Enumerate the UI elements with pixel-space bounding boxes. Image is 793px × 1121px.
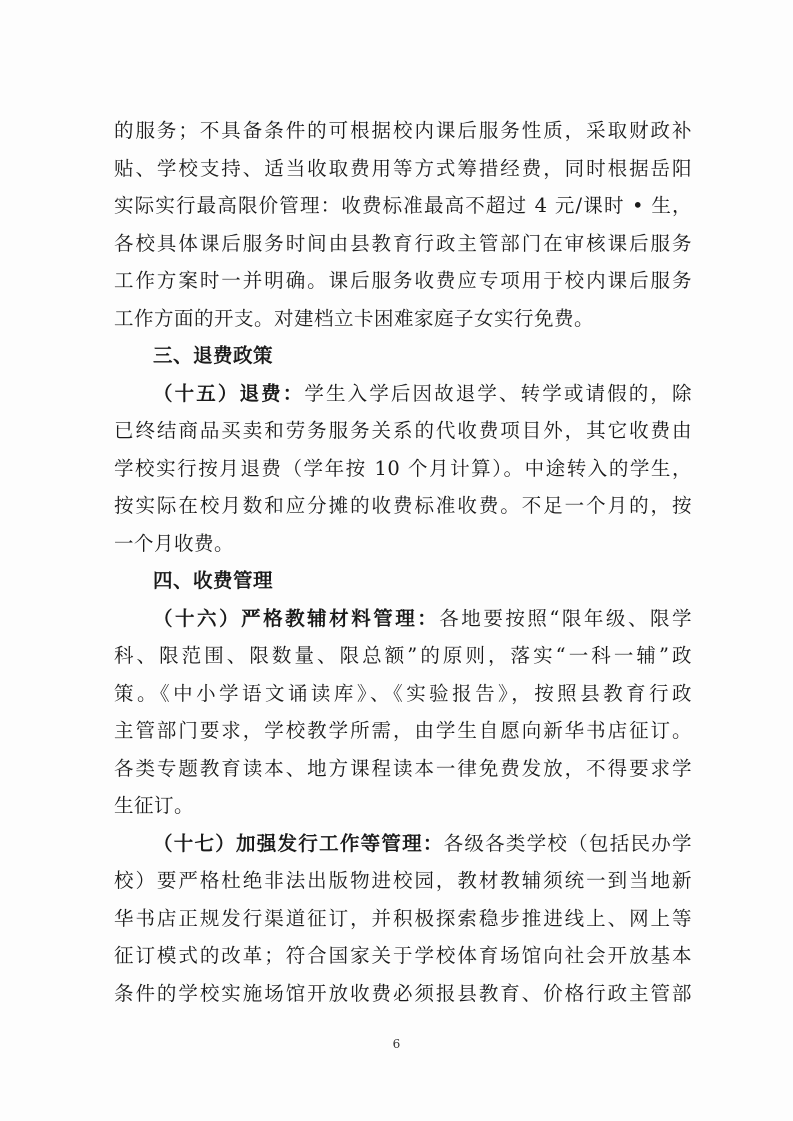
section-heading-fee-management: 四、收费管理 bbox=[153, 569, 274, 592]
paragraph-line: 的服务；不具备条件的可根据校内课后服务性质，采取财政补 bbox=[114, 119, 692, 142]
clause-text: 各级各类学校（包括民办学 bbox=[443, 831, 692, 855]
paragraph-line: 科、限范围、限数量、限总额”的原则，落实“一科一辅”政 bbox=[114, 644, 692, 667]
paragraph-line: 一个月收费。 bbox=[114, 531, 235, 555]
paragraph-line: 学校实行按月退费（学年按 10 个月计算）。中途转入的学生， bbox=[114, 456, 692, 480]
paragraph-line: 策。《中小学语文诵读库》、《实验报告》，按照县教育行政 bbox=[114, 681, 692, 705]
paragraph-line bbox=[114, 825, 692, 863]
paragraph-line: 生征订。 bbox=[114, 794, 195, 817]
paragraph-line bbox=[114, 375, 692, 413]
paragraph-line: 华书店正规发行渠道征订，并积极探索稳步推进线上、网上等 bbox=[114, 906, 692, 930]
section-heading-refund-policy: 三、退费政策 bbox=[153, 344, 274, 367]
paragraph-line: 校）要严格杜绝非法出版物进校园，教材教辅须统一到当地新 bbox=[114, 869, 692, 892]
paragraph-line: 工作方案时一并明确。课后服务收费应专项用于校内课后服务 bbox=[114, 269, 692, 292]
paragraph-line: 工作方面的开支。对建档立卡困难家庭子女实行免费。 bbox=[114, 306, 595, 330]
paragraph-line: 各校具体课后服务时间由县教育行政主管部门在审核课后服务 bbox=[114, 231, 692, 255]
paragraph-line: 各类专题教育读本、地方课程读本一律免费发放，不得要求学 bbox=[114, 756, 692, 780]
paragraph-line: 主管部门要求，学校教学所需，由学生自愿向新华书店征订。 bbox=[114, 719, 692, 742]
paragraph-line bbox=[114, 600, 692, 638]
clause-text: 学生入学后因故退学、转学或请假的，除 bbox=[304, 381, 692, 405]
document-body bbox=[114, 112, 692, 1012]
paragraph-line: 贴、学校支持、适当收取费用等方式筹措经费，同时根据岳阳 bbox=[114, 156, 692, 180]
page-number: 6 bbox=[392, 1037, 401, 1051]
paragraph-line: 按实际在校月数和应分摊的收费标准收费。不足一个月的，按 bbox=[114, 494, 692, 517]
clause-text: 各地要按照“限年级、限学 bbox=[439, 606, 692, 630]
clause-title-15: （十五）退费： bbox=[153, 381, 305, 405]
clause-title-17: （十七）加强发行工作等管理： bbox=[153, 831, 444, 855]
clause-title-16: （十六）严格教辅材料管理： bbox=[153, 606, 440, 630]
paragraph-line: 征订模式的改革；符合国家关于学校体育场馆向社会开放基本 bbox=[114, 944, 692, 967]
paragraph-line: 实际实行最高限价管理：收费标准最高不超过 4 元/课时 • 生， bbox=[114, 194, 692, 217]
paragraph-line: 条件的学校实施场馆开放收费必须报县教育、价格行政主管部 bbox=[114, 981, 692, 1005]
paragraph-line: 已终结商品买卖和劳务服务关系的代收费项目外，其它收费由 bbox=[114, 419, 692, 442]
